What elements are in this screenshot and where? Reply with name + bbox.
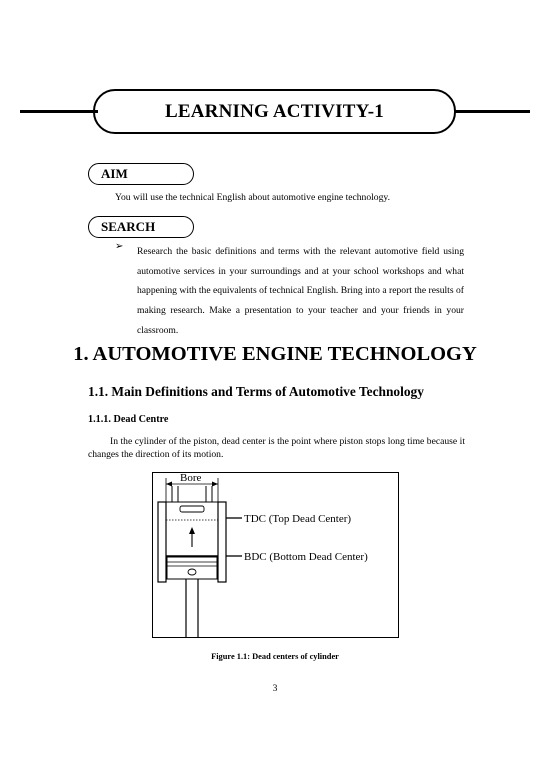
aim-text: You will use the technical English about automotive engine technology. — [115, 192, 390, 203]
section-subsubtitle: 1.1.1. Dead Centre — [88, 414, 169, 425]
page-number: 3 — [272, 683, 278, 694]
tdc-label: TDC (Top Dead Center) — [244, 513, 352, 525]
banner-line-left — [20, 110, 98, 113]
bdc-label: BDC (Bottom Dead Center) — [244, 551, 368, 563]
section-subtitle: 1.1. Main Definitions and Terms of Automotive Technology — [88, 384, 424, 399]
bore-label: Bore — [180, 472, 202, 484]
search-text: Research the basic definitions and terms with the relevant automotive field using automotive services in your surroundings and at your school workshops and what happening with the equivalents of technical English. Bring into a report the results of making research. Make a presentation to your teacher and your friends in your classroom. — [137, 246, 464, 336]
dead-centre-paragraph: In the cylinder of the piston, dead center is the point where piston stops long time because it changes the direction of its motion. — [88, 436, 465, 460]
activity-banner — [93, 89, 456, 134]
piston-cylinder-diagram — [152, 472, 399, 638]
search-heading — [88, 216, 194, 238]
aim-heading — [88, 163, 194, 185]
search-heading-label: SEARCH — [101, 219, 156, 234]
section-title: 1. AUTOMOTIVE ENGINE TECHNOLOGY — [73, 343, 477, 365]
banner-title: LEARNING ACTIVITY-1 — [164, 100, 384, 122]
arrow-bullet-icon: ➢ — [115, 241, 124, 252]
aim-heading-label: AIM — [101, 166, 128, 181]
figure-caption: Figure 1.1: Dead centers of cylinder — [211, 652, 339, 661]
banner-line-right — [455, 110, 530, 113]
